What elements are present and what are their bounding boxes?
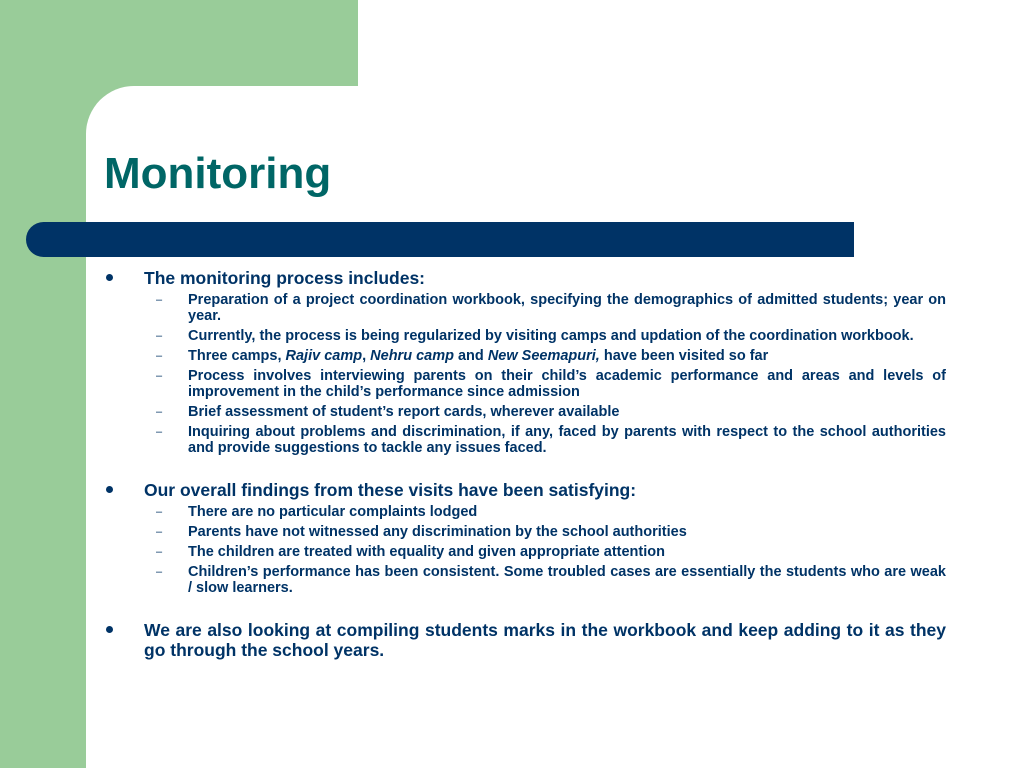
sub-bullet-text: Brief assessment of student’s report cards, wherever available: [188, 404, 620, 420]
sub-bullet-item: [144, 424, 946, 456]
bullet-text: Our overall findings from these visits have been satisfying:: [144, 480, 637, 500]
camp-name-nehru: Nehru camp: [370, 348, 454, 364]
sub-bullet-item: [144, 524, 946, 540]
bullet-dot-icon: [106, 626, 113, 633]
page-title: Monitoring: [104, 149, 332, 198]
sub-bullet-text: Currently, the process is being regularized by visiting camps and updation of the coordination workbook.: [188, 328, 914, 344]
title-underline-bar: [26, 222, 854, 257]
sub-bullet-text: Process involves interviewing parents on their child’s academic performance and areas and levels of improvement in the child’s performance since admission: [188, 368, 946, 400]
sub-bullet-item: [144, 504, 946, 520]
sub-bullet-text: Inquiring about problems and discrimination, if any, faced by parents with respect to the school authorities and provide suggestions to tackle any issues faced.: [188, 424, 946, 456]
dash-icon: –: [156, 426, 163, 438]
sub-bullet-text: There are no particular complaints lodged: [188, 504, 478, 520]
bullet-text: We are also looking at compiling students marks in the workbook and keep adding to it as they go through the school years.: [144, 620, 946, 660]
sub-bullet-text: Parents have not witnessed any discrimination by the school authorities: [188, 524, 687, 540]
camps-separator: and: [453, 348, 488, 364]
sub-bullet-text: Preparation of a project coordination workbook, specifying the demographics of admitted students; year on year.: [188, 292, 946, 324]
dash-icon: –: [156, 566, 163, 578]
camps-intro-text: Three camps,: [188, 348, 286, 364]
bullet-compiling-marks: [104, 618, 946, 660]
bullet-overall-findings: [104, 478, 946, 596]
sub-bullet-item: [144, 404, 946, 420]
camp-name-seemapuri: New Seemapuri,: [487, 348, 600, 364]
bullet-list: [104, 266, 946, 660]
sub-bullet-item: [144, 368, 946, 400]
camps-outro-text: have been visited so far: [599, 348, 769, 364]
bullet-dot-icon: [106, 274, 113, 281]
sub-bullet-item: [144, 564, 946, 596]
sub-bullet-text: Children’s performance has been consistent. Some troubled cases are essentially the students who are weak / slow learners.: [188, 564, 946, 596]
bullet-dot-icon: [106, 486, 113, 493]
sub-bullet-text: The children are treated with equality and given appropriate attention: [188, 544, 665, 560]
bullet-text: The monitoring process includes:: [144, 268, 426, 288]
camps-separator: ,: [362, 348, 371, 364]
dash-icon: –: [156, 350, 163, 362]
bullet-monitoring-process: [104, 266, 946, 456]
dash-icon: –: [156, 526, 163, 538]
dash-icon: –: [156, 330, 163, 342]
sub-bullet-item-camps: [144, 348, 946, 364]
dash-icon: –: [156, 370, 163, 382]
sub-bullet-item: [144, 328, 946, 344]
sub-bullet-item: [144, 292, 946, 324]
slide-content: [104, 266, 946, 682]
camp-name-rajiv: Rajiv camp: [285, 348, 363, 364]
sub-bullet-item: [144, 544, 946, 560]
dash-icon: –: [156, 406, 163, 418]
dash-icon: –: [156, 546, 163, 558]
sub-bullet-list: [144, 504, 946, 596]
sub-bullet-list: [144, 292, 946, 456]
dash-icon: –: [156, 506, 163, 518]
dash-icon: –: [156, 294, 163, 306]
